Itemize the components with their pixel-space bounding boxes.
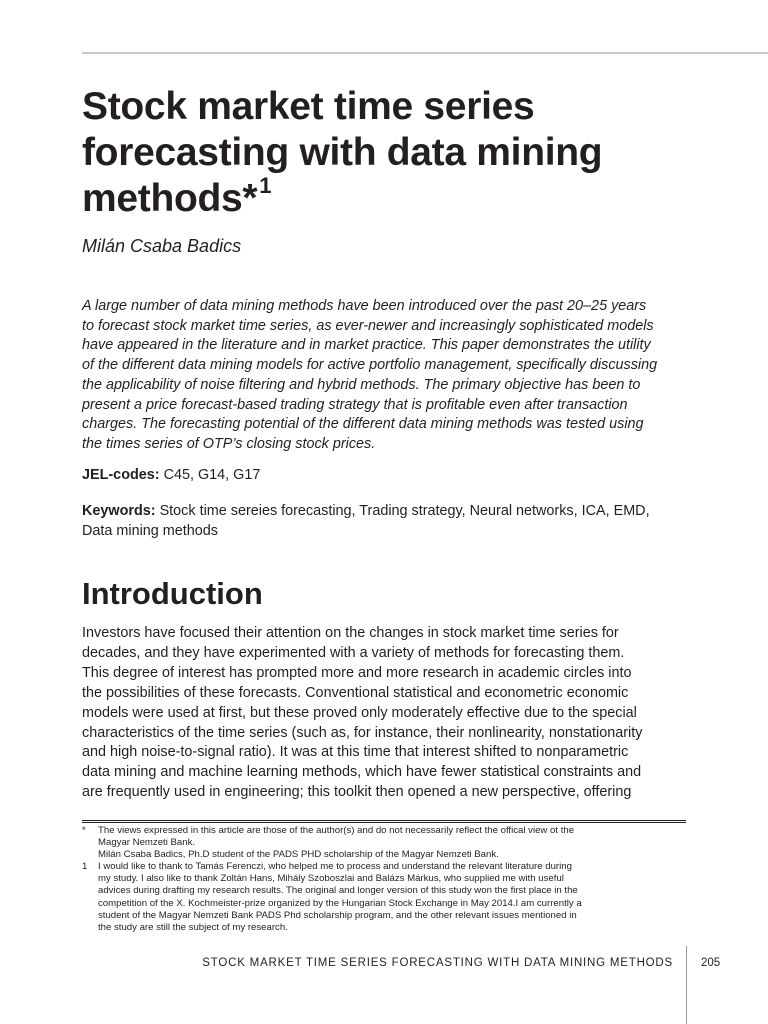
footnote-line: I would like to thank to Tamás Ferenczi, who helped me to process and understand the relevant literature during xyxy=(98,861,572,873)
keywords xyxy=(82,501,692,541)
body-line: decades, and they have experimented with a variety of methods for forecasting them. xyxy=(82,644,625,661)
footnote-line: my study. I also like to thank Zoltán Hans, Mihály Szoboszlai and Balázs Márkus, who supplied me with useful xyxy=(98,873,564,885)
footnote-line: student of the Magyar Nemzeti Bank PADS Phd scholarship program, and the other relevant issues mentioned in xyxy=(98,909,577,921)
title-line-text: methods* xyxy=(82,177,258,220)
body-line: the possibilities of these forecasts. Conventional statistical and econometric economic xyxy=(82,684,629,701)
keywords-line xyxy=(82,501,692,521)
keywords-line: Data mining methods xyxy=(82,523,218,539)
abstract-line: charges. The forecasting potential of the different data mining methods was tested using xyxy=(82,416,644,433)
jel-label: JEL-codes: xyxy=(82,467,160,483)
title-line: Stock market time series xyxy=(82,85,535,128)
abstract-line: the applicability of noise filtering and hybrid methods. The primary objective has been to xyxy=(82,376,641,393)
footnote-line: the study are still the subject of my research. xyxy=(98,921,288,933)
title-line: forecasting with data mining xyxy=(82,131,603,174)
footnote-text xyxy=(98,825,688,861)
footnote-rule xyxy=(82,820,686,823)
abstract-line: of the different data mining models for active portfolio management, specifically discussing xyxy=(82,357,658,374)
body-line: are frequently used in engineering; this toolkit then opened a new perspective, offering xyxy=(82,784,632,801)
footnote-mark: * xyxy=(82,825,86,836)
section-heading: Introduction xyxy=(82,576,263,611)
running-head: STOCK MARKET TIME SERIES FORECASTING WITH DATA MINING METHODS xyxy=(202,957,673,969)
keywords-label: Keywords: xyxy=(82,503,156,519)
abstract-line: to forecast stock market time series, as ever-newer and increasingly sophisticated models xyxy=(82,317,654,334)
body-line: Investors have focused their attention on the changes in stock market time series for xyxy=(82,625,619,641)
title-line xyxy=(82,173,722,222)
jel-codes xyxy=(82,466,260,486)
abstract xyxy=(82,297,686,455)
footnote-text xyxy=(98,861,688,934)
footnote-line: The views expressed in this article are those of the author(s) and do not necessarily reflect the offical view ot the xyxy=(98,825,575,836)
author-name: Milán Csaba Badics xyxy=(82,236,242,256)
footnote-line: advices during drafting my research results. The original and longer version of this study won the first place in the xyxy=(98,885,578,897)
footnote-line: Milán Csaba Badics, Ph.D student of the PADS PHD scholarship of the Magyar Nemzeti Bank. xyxy=(98,849,499,861)
footnote xyxy=(82,825,688,861)
abstract-line: have appeared in the literature and in market practice. This paper demonstrates the utility xyxy=(82,337,651,354)
body-line: This degree of interest has prompted more and more research in academic circles into xyxy=(82,664,632,681)
body-paragraph xyxy=(82,624,686,803)
abstract-line: the times series of OTP’s closing stock prices. xyxy=(82,435,376,452)
page-number-rule xyxy=(686,946,687,1024)
footnote-line: competition of the X. Kochmeister-prize organized by the Hungarian Stock Exchange in May 2014.I am currently a xyxy=(98,897,582,909)
abstract-line: present a price forecast-based trading strategy that is profitable even after transaction xyxy=(82,396,628,413)
top-rule xyxy=(82,52,768,54)
page-number: 205 xyxy=(701,957,721,969)
footnote xyxy=(82,861,688,934)
abstract-line: A large number of data mining methods have been introduced over the past 20–25 years xyxy=(82,298,647,314)
footnote-line: Magyar Nemzeti Bank. xyxy=(98,837,196,849)
body-line: characteristics of the time series (such as, for instance, their nonlinearity, nonstationarity xyxy=(82,724,643,741)
footnotes xyxy=(82,825,688,934)
body-line: data mining and machine learning methods, which have fewer statistical constraints and xyxy=(82,764,642,781)
body-line: models were used at first, but these proved only moderately effective due to the special xyxy=(82,704,637,721)
footnote-reference: 1 xyxy=(259,173,272,198)
jel-value: C45, G14, G17 xyxy=(159,467,261,483)
footnote-mark: 1 xyxy=(82,861,88,873)
keywords-text: Stock time sereies forecasting, Trading strategy, Neural networks, ICA, EMD, xyxy=(155,503,650,519)
body-line: and high noise-to-signal ratio). It was at this time that interest shifted to nonparametric xyxy=(82,744,629,761)
article-title xyxy=(82,84,722,222)
